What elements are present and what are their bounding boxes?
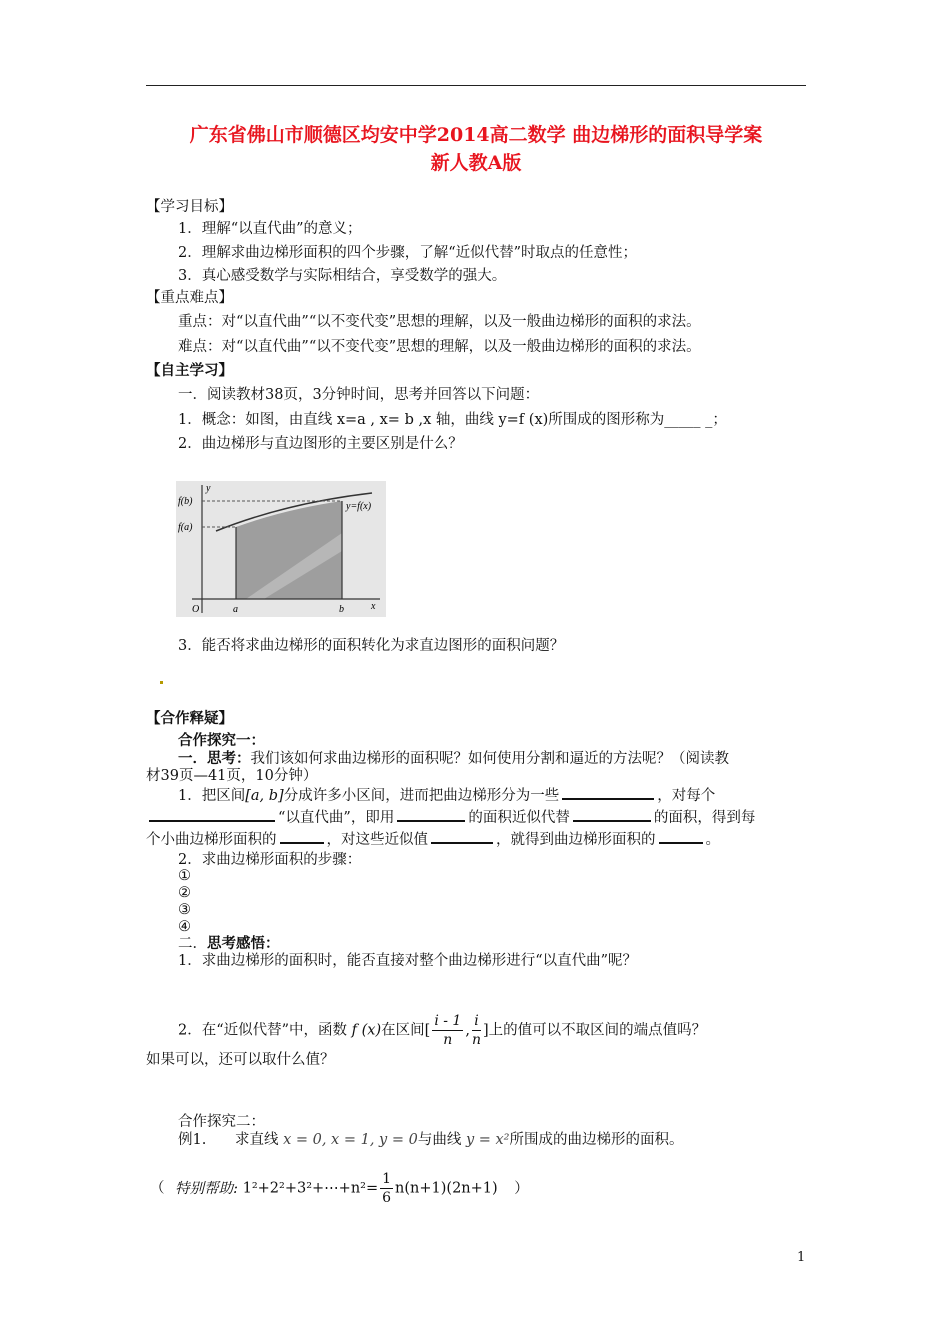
blank-7[interactable]: [659, 832, 703, 844]
label-b: b: [339, 604, 344, 615]
ex1-label: 例1.: [178, 1132, 207, 1148]
self-intro: 一．阅读教材38页，3分钟时间，思考并回答以下问题：: [178, 387, 540, 403]
step-item: ④: [178, 919, 191, 935]
curved-trapezoid-figure: [176, 481, 386, 617]
ex1-math: x = 0, x = 1, y = 0: [283, 1132, 418, 1148]
key-focus: 重点：对“以直代曲”“以不变代变”思想的理解，以及一般曲边梯形的面积的求法。: [178, 314, 701, 330]
label-a: a: [233, 604, 238, 615]
key-header: 【重点难点】: [146, 290, 233, 306]
label-y: y: [206, 483, 211, 494]
s1-j: 。: [705, 832, 720, 848]
r2-a: 2．在“近似代替”中，函数: [178, 1022, 348, 1039]
goals-header: 【学习目标】: [146, 199, 233, 215]
reflect-prefix: 二．: [178, 936, 207, 952]
s1-i: ，就得到曲边梯形面积的: [496, 832, 656, 848]
blank-6[interactable]: [431, 832, 493, 844]
think-title: 一．思考：: [178, 750, 251, 767]
goal-item: 1．理解“以直代曲”的意义；: [178, 221, 362, 237]
explore2-title: 合作探究二：: [178, 1114, 265, 1130]
blank-1[interactable]: [562, 788, 654, 800]
example1: [178, 1130, 684, 1150]
ex1-a: 求直线: [234, 1132, 279, 1148]
s1-a: 1．把区间: [178, 788, 246, 804]
fraction-i-minus-1-over-n: $\frac{i - 1}{n}$: [434, 1013, 462, 1048]
step-item: ③: [178, 902, 191, 918]
think-text: 我们该如何求曲边梯形的面积呢？如何使用分割和逼近的方法呢？（阅读教: [250, 751, 729, 767]
r2-b: 在区间[: [381, 1022, 431, 1039]
s1-b: 分成许多小区间，进而把曲边梯形分为一些: [283, 788, 560, 804]
label-x: x: [371, 601, 376, 612]
header-rule: [146, 85, 806, 86]
r2-comma: ,: [465, 1022, 470, 1039]
step-item: ①: [178, 868, 191, 884]
reflect-q2-line1: [178, 1012, 706, 1049]
step-item: ②: [178, 885, 191, 901]
page-subtitle: 新人教A版: [430, 152, 522, 174]
help-open: （: [150, 1180, 165, 1197]
s1-line3: [146, 830, 720, 850]
key-difficulty: 难点：对“以直代曲”“以不变代变”思想的理解，以及一般曲边梯形的面积的求法。: [178, 339, 701, 355]
mark-dot: [160, 681, 163, 684]
blank-4[interactable]: [573, 810, 651, 822]
help-formula: 1²+2²+3²+⋯+n²=: [242, 1180, 379, 1197]
s1-line2: [146, 808, 755, 828]
label-origin: O: [192, 604, 200, 615]
reflect-q2-line2: 如果可以，还可以取什么值？: [146, 1052, 335, 1068]
help-close: ）: [514, 1180, 529, 1197]
ex1-b: 与曲线: [417, 1132, 462, 1148]
label-fb: f(b): [178, 496, 193, 507]
reflect-q1: 1．求曲边梯形的面积时，能否直接对整个曲边梯形进行“以直代曲”呢？: [178, 953, 638, 969]
self-header: 【自主学习】: [146, 362, 233, 379]
self-q3: 3．能否将求曲边梯形的面积转化为求直边图形的面积问题？: [178, 638, 565, 654]
page-title: 广东省佛山市顺德区均安中学2014高二数学 曲边梯形的面积导学案: [189, 124, 763, 146]
goal-item: 3．真心感受数学与实际相结合，享受数学的强大。: [178, 268, 507, 284]
think-text2: 材39页—41页，10分钟）: [146, 768, 318, 784]
self-q2: 2．曲边梯形与直边图形的主要区别是什么？: [178, 436, 463, 452]
blank-2[interactable]: [149, 810, 275, 822]
explore1-title: 合作探究一：: [178, 732, 265, 749]
s1-h: ，对这些近似值: [326, 832, 428, 848]
help-label: 特别帮助:: [175, 1180, 238, 1197]
s1-c: ，对每个: [657, 788, 716, 804]
s1-g: 个小曲边梯形面积的: [146, 832, 277, 848]
blank-3[interactable]: [397, 810, 465, 822]
self-q1: 1．概念：如图，由直线 x=a , x= b ,x 轴，曲线 y=f (x)所围成的图形称为_____ _；: [178, 412, 727, 428]
s1-e: 的面积近似代替: [468, 810, 570, 826]
s1-f: 的面积，得到每: [653, 810, 756, 826]
s1-d: “以直代曲”，即用: [278, 810, 395, 826]
s1-line1: [178, 786, 715, 806]
goal-item: 2．理解求曲边梯形面积的四个步骤，了解“近似代替”时取点的任意性；: [178, 245, 638, 261]
ex1-c: 所围成的曲边梯形的面积。: [509, 1132, 684, 1148]
reflect-title: 思考感悟：: [207, 935, 280, 952]
page-number: 1: [797, 1250, 806, 1265]
s1-interval: [a, b]: [245, 788, 284, 804]
fraction-i-over-n: $\frac{i}{n}$: [471, 1013, 481, 1048]
blank-5[interactable]: [280, 832, 324, 844]
help-line: [150, 1170, 529, 1207]
r2-c: ]上的值可以不取区间的端点值吗？: [482, 1022, 707, 1039]
ex1-curve: y = x²: [465, 1132, 510, 1148]
label-curve: y=f(x): [346, 501, 372, 512]
help-tail: n(n+1)(2n+1): [395, 1180, 498, 1197]
fraction-one-sixth: $\frac{1}{6}$: [382, 1171, 392, 1206]
s2-title: 2．求曲边梯形面积的步骤：: [178, 852, 362, 868]
label-fa: f(a): [178, 522, 193, 533]
r2-fx: f (x): [351, 1022, 382, 1039]
coop-header: 【合作释疑】: [146, 710, 233, 727]
